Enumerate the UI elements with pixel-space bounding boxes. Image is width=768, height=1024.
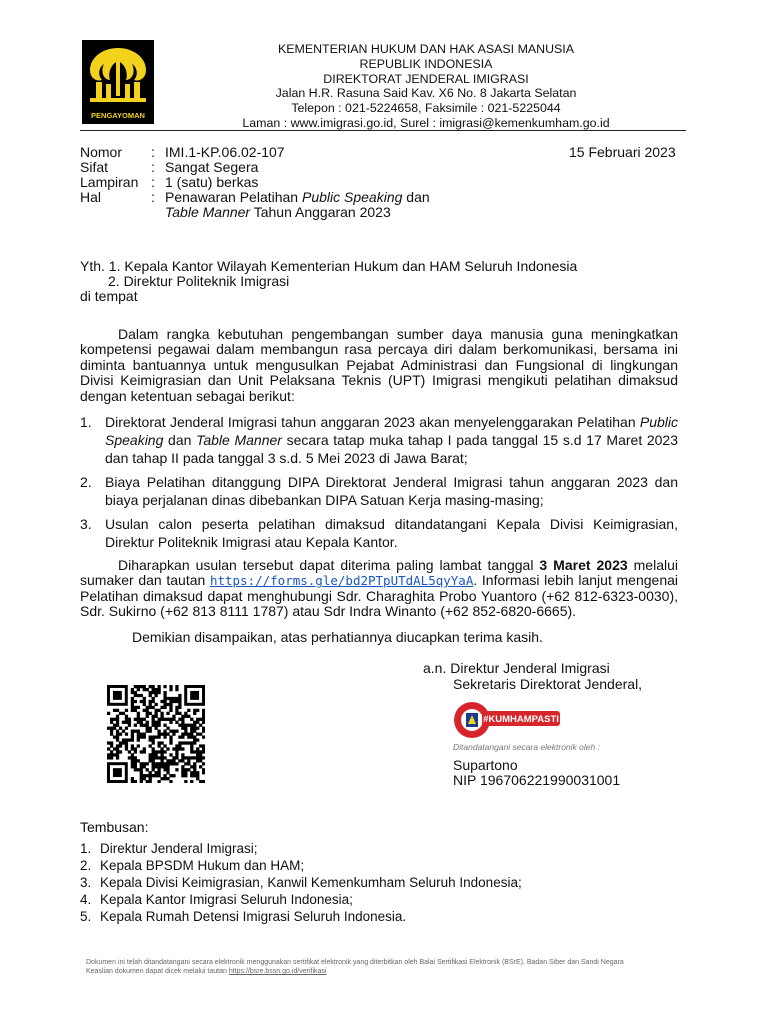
esign-stamp <box>452 700 562 740</box>
hal-value-line2: Table Manner Tahun Anggaran 2023 <box>165 204 391 220</box>
cc-item: 3. Kepala Divisi Keimigrasian, Kanwil Kemenkumham Seluruh Indonesia; <box>80 875 522 890</box>
letterhead <box>230 42 622 131</box>
ministry-logo <box>82 40 154 124</box>
sifat-value: Sangat Segera <box>165 159 259 175</box>
cc-item: 4. Kepala Kantor Imigrasi Seluruh Indonesia; <box>80 892 353 907</box>
signer-name: Supartono <box>453 757 518 773</box>
colon: : <box>151 189 155 205</box>
letterhead-line: KEMENTERIAN HUKUM DAN HAK ASASI MANUSIA <box>277 42 575 56</box>
esign-note: Ditandatangani secara elektronik oleh : <box>453 742 600 752</box>
letterhead-line: DIREKTORAT JENDERAL IMIGRASI <box>323 71 529 86</box>
list-number: 3. <box>80 516 92 532</box>
qr-code <box>107 685 205 783</box>
letterhead-line: REPUBLIK INDONESIA <box>359 56 493 71</box>
nomor-value: IMI.1-KP.06.02-107 <box>165 144 285 160</box>
hal-value-line1: Penawaran Pelatihan Public Speaking dan <box>165 189 430 205</box>
stamp-text: #KUMHAMPASTI <box>483 714 559 725</box>
list-item <box>80 413 678 473</box>
letterhead-line: Jalan H.R. Rasuna Said Kav. X6 No. 8 Jakarta Selatan <box>275 86 577 101</box>
colon: : <box>151 174 155 190</box>
signer-nip: NIP 196706221990031001 <box>453 772 621 788</box>
list-item <box>80 473 678 513</box>
cc-item: 1. Direktur Jenderal Imigrasi; <box>80 841 258 856</box>
recipient-line-1: Yth. 1. Kepala Kantor Wilayah Kementerian Hukum dan HAM Seluruh Indonesia <box>80 258 578 274</box>
list-number: 1. <box>80 414 92 430</box>
thanks-line: Demikian disampaikan, atas perhatiannya diucapkan terima kasih. <box>132 629 543 645</box>
sifat-label: Sifat <box>80 159 109 175</box>
footer-line-1: Dokumen ini telah ditandatangani secara elektronik menggunakan sertifikat elektronik yang diterbitkan oleh Balai Sertifikasi Elektronik (BSrE), Badan Siber dan Sandi Negara <box>86 959 624 966</box>
signature-role: Sekretaris Direktorat Jenderal, <box>453 676 643 692</box>
letter-date: 15 Februari 2023 <box>569 144 676 160</box>
nomor-label: Nomor <box>80 144 123 160</box>
footer-note <box>86 958 686 976</box>
cc-item: 2. Kepala BPSDM Hukum dan HAM; <box>80 858 305 873</box>
signature-on-behalf: a.n. Direktur Jenderal Imigrasi <box>423 660 610 676</box>
list-number: 2. <box>80 474 92 490</box>
recipient-line-2: 2. Direktur Politeknik Imigrasi <box>108 273 290 289</box>
list-text: Biaya Pelatihan ditanggung DIPA Direktorat Jenderal Imigrasi tahun anggaran 2023 dan biaya perjalanan dinas dibebankan DIPA Satuan Kerja masing-masing; <box>105 474 678 509</box>
cc-list <box>80 840 522 925</box>
closing-paragraph: Diharapkan usulan tersebut dapat diterima paling lambat tanggal 3 Maret 2023 melalui sumaker dan tautan https://forms.gle/bd2PTpUTdAL5qyYaA. Informasi lebih lanjut mengenai Pelatihan dimaksud dapat menghubungi Sdr. Charaghita Probo Yuantoro (+62 812-6323-0030), Sdr. Sukirno (+62 813 8111 1787) atau Sdr Indra Winanto (+62 852-6820-6665). <box>80 557 678 620</box>
list-text: Usulan calon peserta pelatihan dimaksud ditandatangani Kepala Divisi Keimigrasian, Direktur Politeknik Imigrasi atau Kepala Kantor. <box>105 516 678 551</box>
tembusan-label: Tembusan: <box>80 819 149 835</box>
list-text: Direktorat Jenderal Imigrasi tahun anggaran 2023 akan menyelenggarakan Pelatihan Public Speaking dan Table Manner secara tatap muka tahap I pada tanggal 15 s.d 17 Maret 2023 dan tahap II pada tanggal 3 s.d. 5 Mei 2023 di Jawa Barat; <box>105 414 679 467</box>
intro-paragraph: Dalam rangka kebutuhan pengembangan sumber daya manusia guna meningkatkan kompetensi pegawai dalam membangun rasa percaya diri dalam berkomunikasi, bersama ini diminta bantuannya untuk mengusulkan Pejabat Administrasi dan Fungsional di lingkungan Divisi Keimigrasian dan Unit Pelaksana Teknis (UPT) Imigrasi mengikuti pelatihan dimaksud dengan ketentuan sebagai berikut: <box>80 326 678 404</box>
cc-item: 5. Kepala Rumah Detensi Imigrasi Seluruh Indonesia. <box>80 909 407 924</box>
lampiran-label: Lampiran <box>80 174 139 190</box>
verify-link[interactable]: https://bsre.bssn.go.id/verifikasi <box>228 968 327 975</box>
lampiran-value: 1 (satu) berkas <box>165 174 259 190</box>
colon: : <box>151 159 155 175</box>
letterhead-line: Telepon : 021-5224658, Faksimile : 021-5225044 <box>291 101 561 116</box>
logo-text: PENGAYOMAN <box>91 111 145 120</box>
list-item <box>80 515 678 555</box>
header-divider <box>80 130 686 131</box>
footer-line-2: Keaslian dokumen dapat dicek melalui tautan https://bsre.bssn.go.id/verifikasi <box>86 968 327 975</box>
letterhead-line: Laman : www.imigrasi.go.id, Surel : imigrasi@kemenkumham.go.id <box>242 115 610 130</box>
recipient-location: di tempat <box>80 288 138 304</box>
colon: : <box>151 144 155 160</box>
form-link[interactable]: https://forms.gle/bd2PTpUTdAL5qyYaA <box>209 573 474 589</box>
hal-label: Hal <box>80 189 102 205</box>
